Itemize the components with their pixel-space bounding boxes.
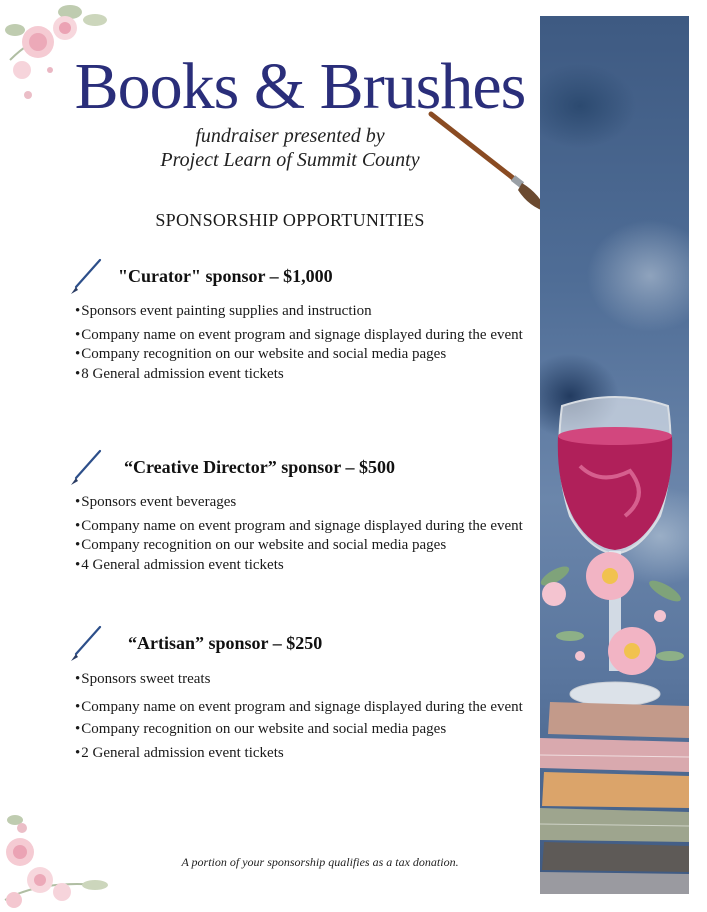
flyer-subtitle-line1: fundraiser presented by bbox=[195, 125, 385, 147]
tier-title-curator: "Curator" sponsor – $1,000 bbox=[118, 266, 333, 286]
tier-title-creative-director: “Creative Director” sponsor – $500 bbox=[124, 457, 395, 477]
list-item: •Sponsors event beverages bbox=[75, 494, 237, 510]
watercolor-art-panel bbox=[540, 16, 689, 894]
tier-benefits-curator bbox=[75, 302, 535, 384]
paintbrush-icon bbox=[68, 624, 104, 664]
list-item: •8 General admission event tickets bbox=[75, 365, 284, 382]
list-item: •Company recognition on our website and social media pages bbox=[75, 346, 447, 362]
wine-glass-books-illustration bbox=[540, 16, 689, 894]
list-item: •Company name on event program and signage displayed during the event bbox=[75, 326, 523, 343]
tax-donation-note: A portion of your sponsorship qualifies as a tax donation. bbox=[181, 855, 459, 869]
section-heading: SPONSORSHIP OPPORTUNITIES bbox=[155, 210, 425, 230]
floral-corner-bottom-left bbox=[0, 800, 115, 910]
list-item: •2 General admission event tickets bbox=[75, 745, 284, 761]
flyer-subtitle-line2: Project Learn of Summit County bbox=[160, 149, 420, 171]
tier-benefits-creative-director bbox=[75, 493, 535, 575]
list-item: •Company name on event program and signage displayed during the event bbox=[75, 517, 523, 534]
list-item: •Sponsors sweet treats bbox=[75, 671, 211, 687]
paintbrush-illustration bbox=[425, 108, 550, 218]
tier-title-artisan: “Artisan” sponsor – $250 bbox=[128, 633, 323, 653]
list-item: •Company recognition on our website and social media pages bbox=[75, 720, 447, 737]
paintbrush-icon bbox=[68, 257, 104, 297]
paintbrush-icon bbox=[68, 448, 104, 488]
list-item: •Company name on event program and signage displayed during the event bbox=[75, 698, 523, 715]
tier-benefits-artisan bbox=[75, 670, 535, 764]
flyer-title: Books & Brushes bbox=[74, 50, 526, 123]
list-item: •4 General admission event tickets bbox=[75, 556, 284, 573]
list-item: •Company recognition on our website and social media pages bbox=[75, 537, 447, 553]
list-item: •Sponsors event painting supplies and instruction bbox=[75, 303, 372, 319]
